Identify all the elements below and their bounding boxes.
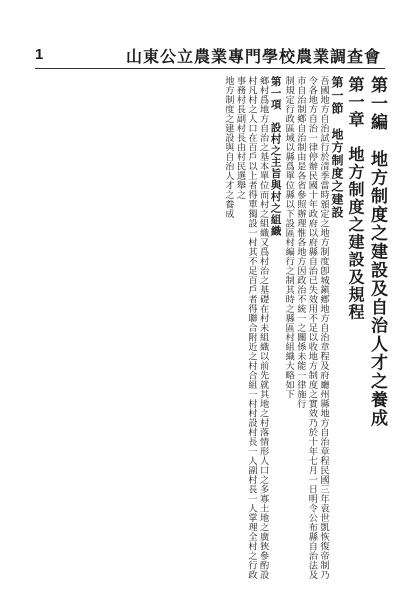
item-title: 第一項 設村之主旨與村之組織 xyxy=(269,76,282,237)
page-number: 1 xyxy=(35,46,44,63)
page-header xyxy=(35,42,385,69)
running-title: 山東公立農業專門學校農業調查會 xyxy=(125,47,381,66)
part-title: 第一編 地方制度之建設及自治人才之養成 xyxy=(367,76,387,428)
paragraph-2: 制規定行政區域以縣爲單位縣以下設區村編行之制其時之縣區村組織大略如下 xyxy=(283,76,295,399)
paragraph-1: 吾國地方自治試行於清季當時頒定之地方制度卽城鎭鄕地方自治章程及府廳州縣地方自治章程民國三年袁世凱恢復帝制乃令各地方自治一律停辦民國十年政府以府縣自治已失效用不足以收地方制度之實效乃於十年七月一日明令公布縣自治法及市自治制鄕自治制由是各省參照辦理惟各地方因政治不統一之關係未能一律施行 xyxy=(294,76,329,580)
paragraph-3: 鄉村爲地方自治之基本單位而村之組織又爲村治之基礎在村未組織以前先就其地之村落情形人口之多寡土地之廣狹參酌設村凡村之人口在百戶以上者得單獨設一村其不足百戶者得聯合附近之村合組一村村設村長一人副村長一人掌理全村之行政事務村長副村長由村民選舉之 xyxy=(234,76,269,580)
vertical-body-text xyxy=(28,76,388,586)
section-title: 第一節 地方制度之建設 xyxy=(330,76,344,219)
chapter-title: 第一章 地方制度之建設及規程 xyxy=(346,76,365,321)
paragraph-4: 地方制度之建設與自治人才之養成 xyxy=(222,76,234,219)
